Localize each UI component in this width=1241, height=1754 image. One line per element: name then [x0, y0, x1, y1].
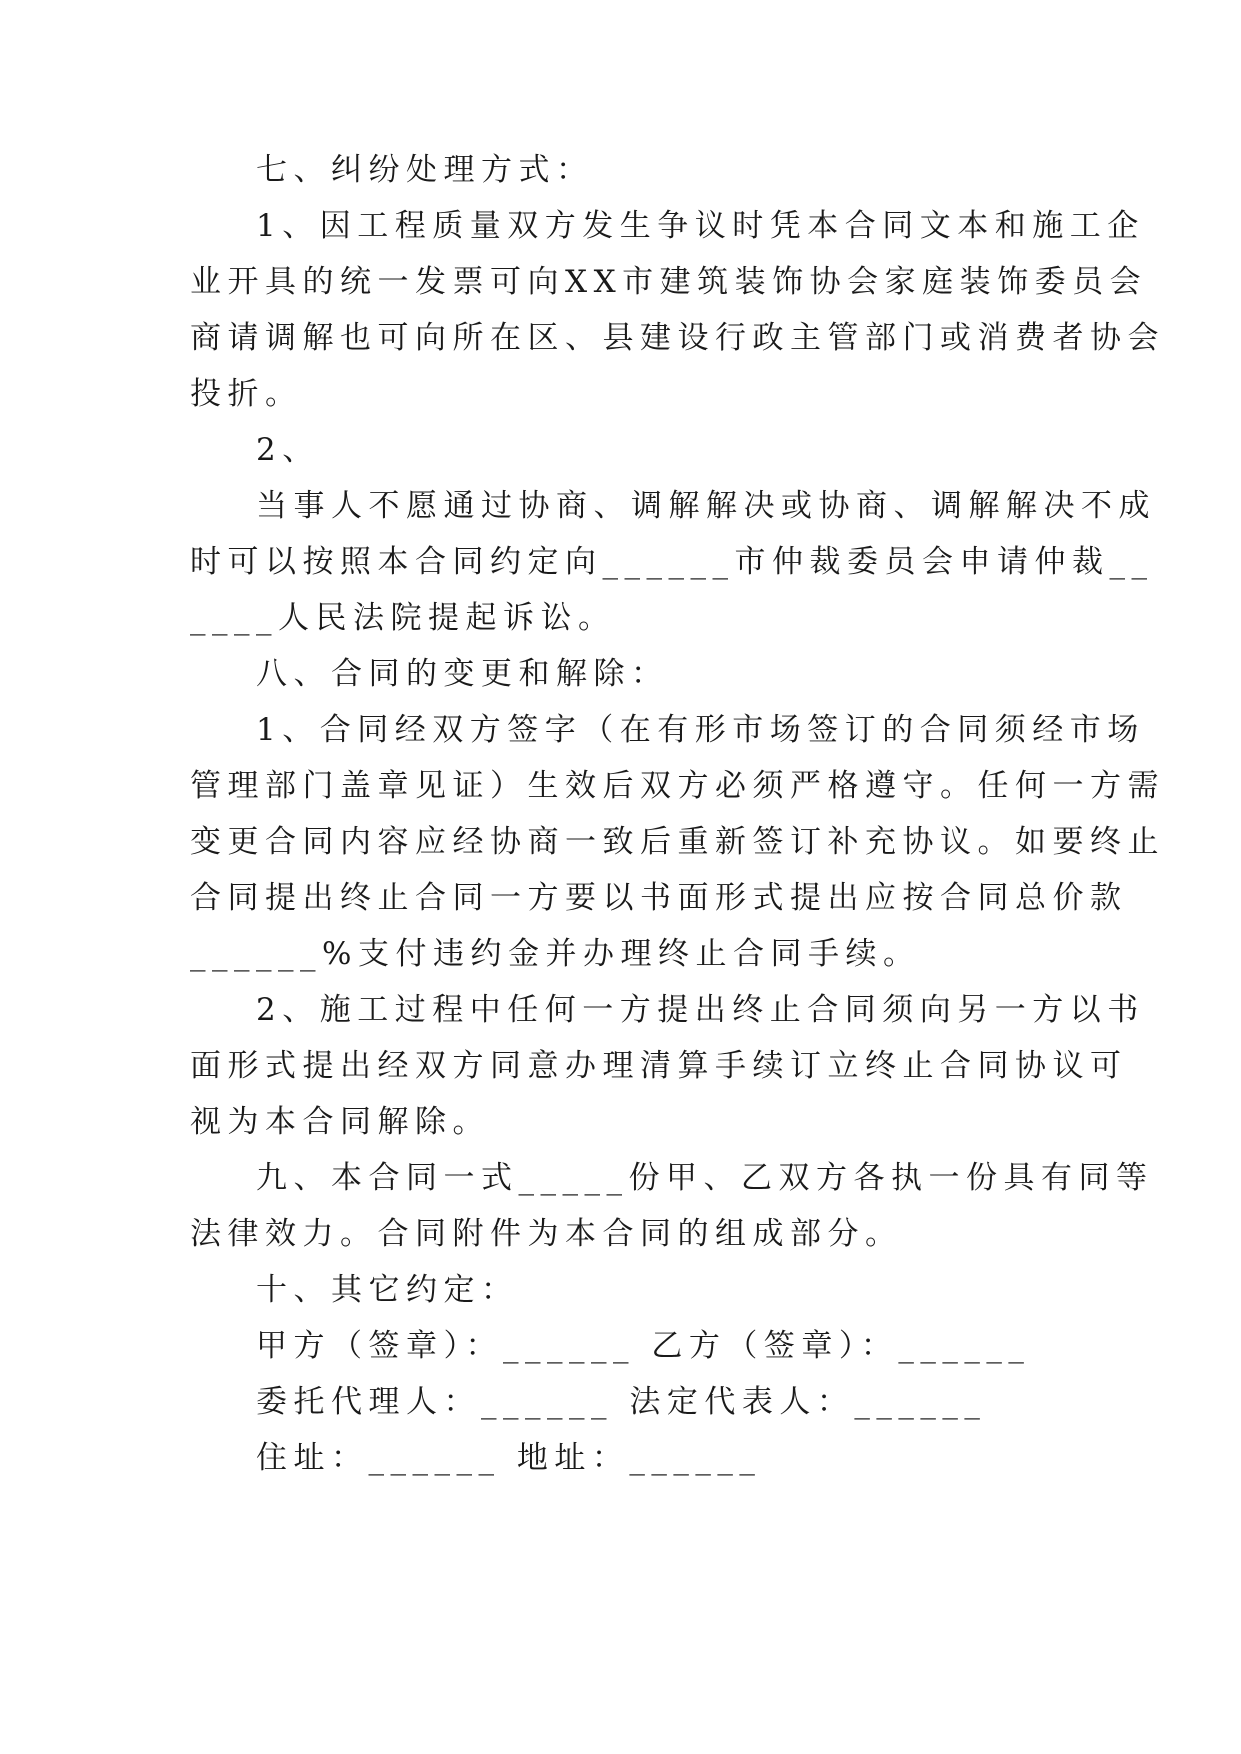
paragraph-line: 投折。 — [190, 376, 303, 412]
signature-line-agent-representative: 委托代理人：______ 法定代表人：______ — [256, 1384, 987, 1420]
section-8-heading: 八、合同的变更和解除： — [256, 656, 669, 692]
paragraph-line: 2、 — [256, 432, 320, 468]
signature-line-address: 住址：______ 地址：______ — [256, 1440, 762, 1476]
paragraph-line: 管理部门盖章见证）生效后双方必须严格遵守。任何一方需 — [190, 768, 1165, 804]
section-7-heading: 七、纠纷处理方式： — [256, 152, 594, 188]
paragraph-line: 法律效力。合同附件为本合同的组成部分。 — [190, 1216, 903, 1252]
paragraph-line: 1、因工程质量双方发生争议时凭本合同文本和施工企 — [256, 208, 1145, 244]
paragraph-line: 时可以按照本合同约定向______市仲裁委员会申请仲裁__ — [190, 544, 1154, 580]
paragraph-line: 1、合同经双方签字（在有形市场签订的合同须经市场 — [256, 712, 1145, 748]
paragraph-line: ____人民法院提起诉讼。 — [190, 600, 616, 636]
paragraph-line: 2、施工过程中任何一方提出终止合同须向另一方以书 — [256, 992, 1145, 1028]
signature-line-party-a-b: 甲方（签章）：______ 乙方（签章）：______ — [256, 1328, 1031, 1364]
section-9-line: 九、本合同一式_____份甲、乙双方各执一份具有同等 — [256, 1160, 1154, 1196]
paragraph-line: 变更合同内容应经协商一致后重新签订补充协议。如要终止 — [190, 824, 1165, 860]
paragraph-line: 合同提出终止合同一方要以书面形式提出应按合同总价款 — [190, 880, 1128, 916]
paragraph-line: 当事人不愿通过协商、调解解决或协商、调解解决不成 — [256, 488, 1156, 524]
paragraph-line: ______%支付违约金并办理终止合同手续。 — [190, 936, 921, 972]
paragraph-line: 业开具的统一发票可向XX市建筑装饰协会家庭装饰委员会 — [190, 264, 1148, 300]
section-10-heading: 十、其它约定： — [256, 1272, 519, 1308]
paragraph-line: 面形式提出经双方同意办理清算手续订立终止合同协议可 — [190, 1048, 1128, 1084]
paragraph-line: 商请调解也可向所在区、县建设行政主管部门或消费者协会 — [190, 320, 1165, 356]
paragraph-line: 视为本合同解除。 — [190, 1104, 490, 1140]
